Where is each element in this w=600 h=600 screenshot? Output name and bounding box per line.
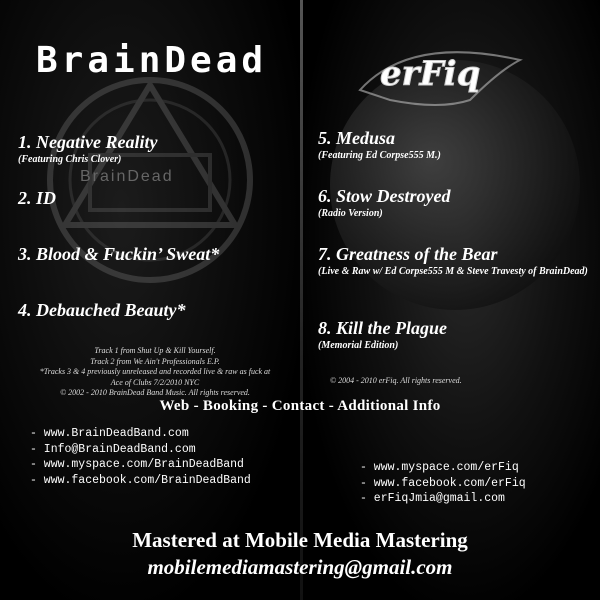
track-3 [18,244,219,265]
track-2 [18,188,56,209]
mastering-email[interactable]: mobilemediamastering@gmail.com [147,555,453,579]
link-item[interactable]: - www.myspace.com/BrainDeadBand [30,458,244,471]
track-subtitle: (Featuring Chris Clover) [18,154,122,165]
left-liner-notes [10,346,300,399]
track-8 [318,318,447,352]
link-item[interactable]: - www.BrainDeadBand.com [30,427,189,440]
braindead-links [30,426,251,488]
track-title: 6. Stow Destroyed [318,186,451,206]
link-item[interactable]: - erFiqJmia@gmail.com [360,492,505,505]
mastered-credit: Mastered at Mobile Media Mastering [132,528,468,552]
track-title: 2. ID [18,188,57,208]
track-title: 5. Medusa [318,128,396,148]
track-subtitle: (Memorial Edition) [318,340,399,351]
track-title: 4. Debauched Beauty* [18,300,186,320]
track-title: 7. Greatness of the Bear [318,244,498,264]
note-line: Track 1 from Shut Up & Kill Yourself. [94,346,216,355]
emblem-text: BrainDead [80,168,174,185]
track-1 [18,132,157,166]
note-line: © 2002 - 2010 BrainDead Band Music. All rights reserved. [60,388,250,397]
panel-divider [300,0,303,600]
track-title: 8. Kill the Plague [318,318,448,338]
note-line: *Tracks 3 & 4 previously unreleased and recorded live & raw as fuck at [39,367,271,376]
right-copyright: © 2004 - 2010 erFiq. All rights reserved. [330,376,462,385]
track-subtitle: (Radio Version) [318,208,383,219]
note-line: Track 2 from We Ain't Professionals E.P. [90,356,220,366]
track-subtitle: (Live & Raw w/ Ed Corpse555 M & Steve Travesty of BrainDead) [318,266,588,277]
erfiq-logo-text: erFiq [380,54,481,94]
track-7 [318,244,593,278]
track-5 [318,128,441,162]
track-6 [318,186,451,220]
track-title: 3. Blood & Fuckin’ Sweat* [18,244,220,264]
link-item[interactable]: - Info@BrainDeadBand.com [30,442,196,456]
erfiq-logo [350,30,530,110]
track-4 [18,300,185,321]
link-item[interactable]: - www.facebook.com/erFiq [360,476,526,490]
contact-heading: Web - Booking - Contact - Additional Info [159,398,441,414]
erfiq-links [360,460,526,507]
track-title: 1. Negative Reality [18,132,158,152]
track-subtitle: (Featuring Ed Corpse555 M.) [318,150,441,161]
link-item[interactable]: - www.myspace.com/erFiq [360,461,519,474]
braindead-logo: BrainDead [36,40,268,81]
note-line: Ace of Clubs 7/2/2010 NYC [110,377,200,387]
link-item[interactable]: - www.facebook.com/BrainDeadBand [30,473,251,487]
